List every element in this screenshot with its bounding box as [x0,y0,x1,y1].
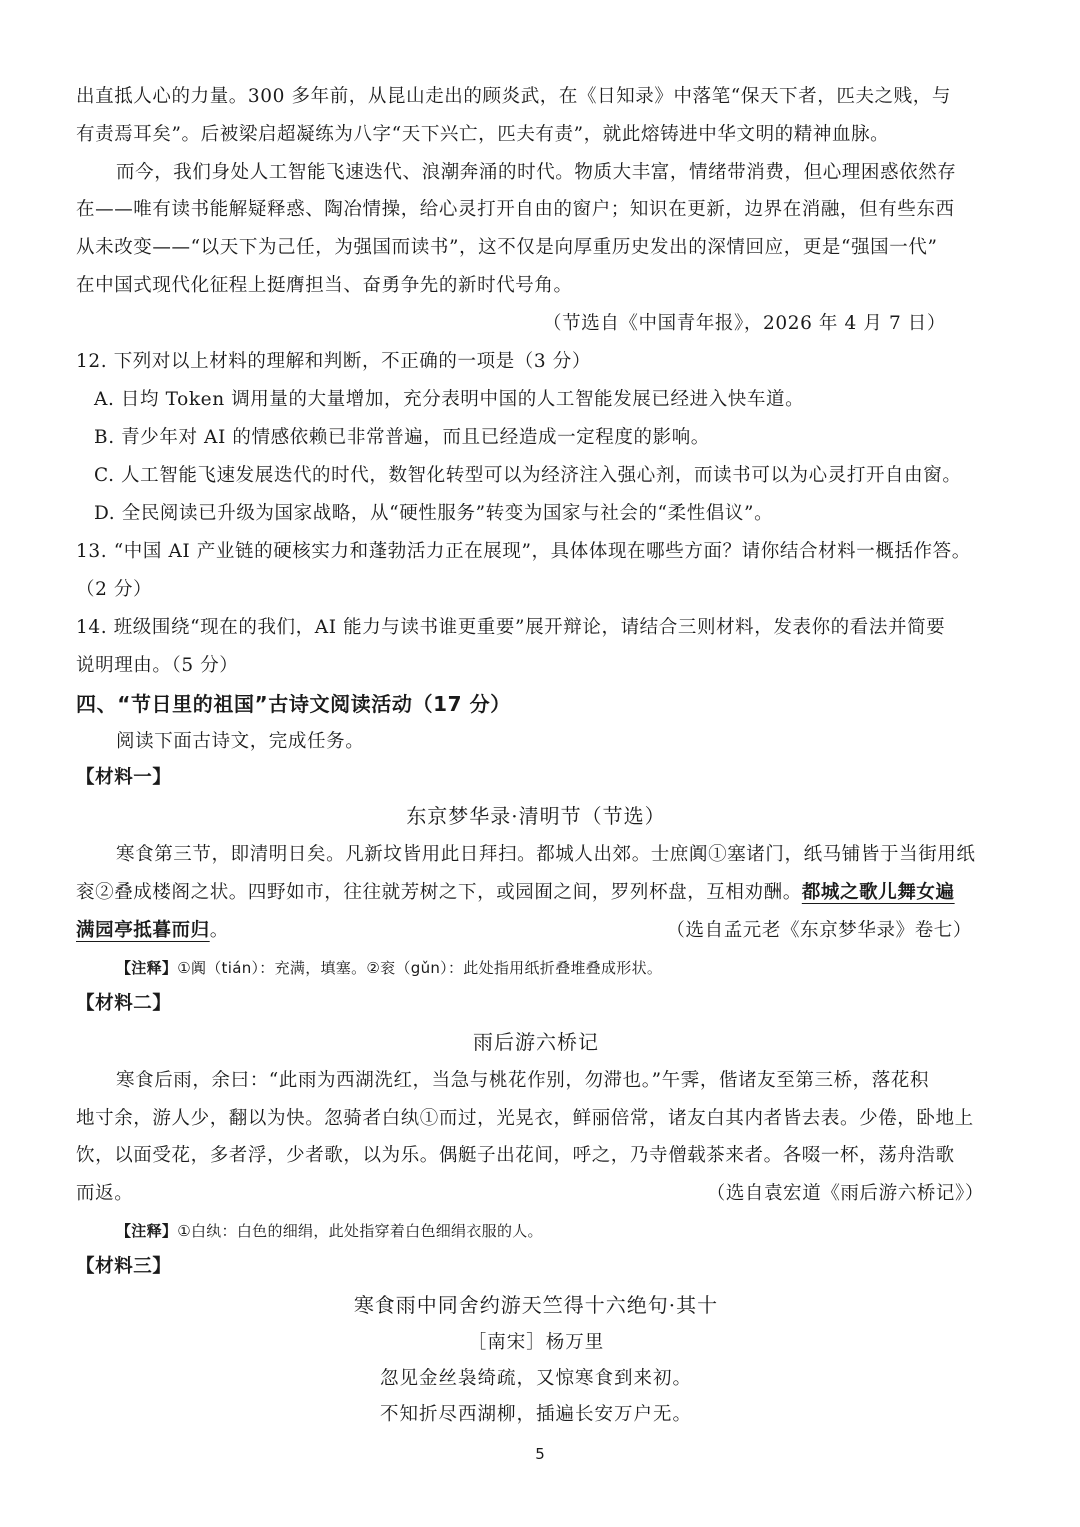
question-12-stem: 12. 下列对以上材料的理解和判断，不正确的一项是（3 分） [76,350,591,372]
material-2-label: 【材料二】 [76,992,172,1014]
question-14-line: 14. 班级围绕“现在的我们，AI 能力与读书谁更重要”展开辩论，请结合三则材料，发表你的看法并简要 [76,616,946,638]
material-1-title: 东京梦华录·清明节（节选） [406,804,666,829]
section-4-instruction: 阅读下面古诗文，完成任务。 [116,730,365,752]
passage-line: 出直抵人心的力量。300 多年前，从昆山走出的顾炎武，在《日知录》中落笔“保天下者，匹夫之贱，与 [76,86,951,107]
passage-source: （节选自《中国青年报》，2026 年 4 月 7 日） [543,312,946,334]
material-1-line-text: 衮②叠成楼阁之状。四野如市，往往就芳树之下，或园囿之间，罗列杯盘，互相劝酬。 [76,882,802,904]
question-14-line: 说明理由。（5 分） [76,654,239,676]
passage-line: 在——唯有读书能解疑释惑、陶冶情操，给心灵打开自由的窗户；知识在更新，边界在消融，但有些东西 [76,199,955,221]
material-2-line: 饮，以面受花，多者浮，少者歌，以为乐。偶艇子出花间，呼之，乃寺僧载茶来者。各啜一杯，荡舟浩歌 [76,1145,955,1167]
section-4-title: 四、“节日里的祖国”古诗文阅读活动（17 分） [76,691,511,716]
material-1-line: 寒食第三节，即清明日矣。凡新坟皆用此日拜扫。都城人出郊。士庶阗①塞诸门，纸马铺皆于当街用纸 [116,844,976,866]
note-label: 【注释】 [116,958,178,977]
material-2-source: （选自袁宏道《雨后游六桥记》） [706,1183,984,1205]
material-2-title: 雨后游六桥记 [473,1029,599,1054]
note-text: ①阗（tián）：充满，填塞。②衮（gǔn）：此处指用纸折叠堆叠成形状。 [177,958,663,977]
material-3-author: ［南宋］杨万里 [467,1331,605,1353]
question-13-line: 13. “中国 AI 产业链的硬核实力和蓬勃活力正在展现”，具体体现在哪些方面？请你结合材料一概括作答。 [76,540,971,562]
question-13-line: （2 分） [76,578,153,600]
material-1-line [76,874,996,912]
passage-line: 从未改变——“以天下为己任，为强国而读书”，这不仅是向厚重历史发出的深情回应，更是“强国一代” [76,237,938,259]
poem-line: 忽见金丝袅绮疏，又惊寒食到来初。 [379,1367,692,1389]
material-2-line: 寒食后雨，余曰：“此雨为西湖洗红，当急与桃花作别，勿滞也。”午霁，偕诸友至第三桥，落花积 [116,1069,930,1091]
page-number: 5 [535,1445,545,1463]
material-2-last-line: 而返。 [76,1183,134,1205]
note-label: 【注释】 [116,1221,178,1240]
question-12-option-c: C. 人工智能飞速发展迭代的时代，数智化转型可以为经济注入强心剂，而读书可以为心灵打开自由窗。 [94,464,962,486]
material-3-title: 寒食雨中同舍约游天竺得十六绝句·其十 [353,1292,719,1317]
passage-line: 在中国式现代化征程上挺膺担当、奋勇争先的新时代号角。 [76,274,573,296]
question-12-option-a: A. 日均 Token 调用量的大量增加，充分表明中国的人工智能发展已经进入快车道。 [94,388,805,410]
passage-line: 而今，我们身处人工智能飞速迭代、浪潮奔涌的时代。物质大丰富，情绪带消费，但心理困惑依然存 [116,161,957,183]
material-1-line [76,912,996,950]
material-2-line [76,1175,996,1213]
note-text: ①白纨：白色的细绢，此处指穿着白色细绢衣服的人。 [177,1221,543,1240]
material-1-underlined-sentence: 满园亭抵暮而归 [76,919,210,941]
poem-line: 不知折尽西湖柳，插遍长安万户无。 [379,1403,692,1425]
question-12-option-b: B. 青少年对 AI 的情感依赖已非常普遍，而且已经造成一定程度的影响。 [94,426,710,448]
material-1-underlined-sentence: 都城之歌儿舞女遍 [801,882,955,904]
material-1-source: （选自孟元老《东京梦华录》卷七） [666,919,972,941]
material-1-label: 【材料一】 [76,767,172,789]
material-1-line-end: 。 [209,919,229,941]
material-3-label: 【材料三】 [76,1255,172,1277]
material-2-line: 地寸余，游人少，翻以为快。忽骑者白纨①而过，光晃衣，鲜丽倍常，诸友白其内者皆去表。少倦，卧地上 [76,1107,974,1129]
question-12-option-d: D. 全民阅读已升级为国家战略，从“硬性服务”转变为国家与社会的“柔性倡议”。 [94,502,774,524]
material-2-note [76,1213,996,1249]
material-1-note [76,950,996,986]
passage-line: 有责焉耳矣”。后被梁启超凝练为八字“天下兴亡，匹夫有责”，就此熔铸进中华文明的精神血脉。 [76,123,890,145]
